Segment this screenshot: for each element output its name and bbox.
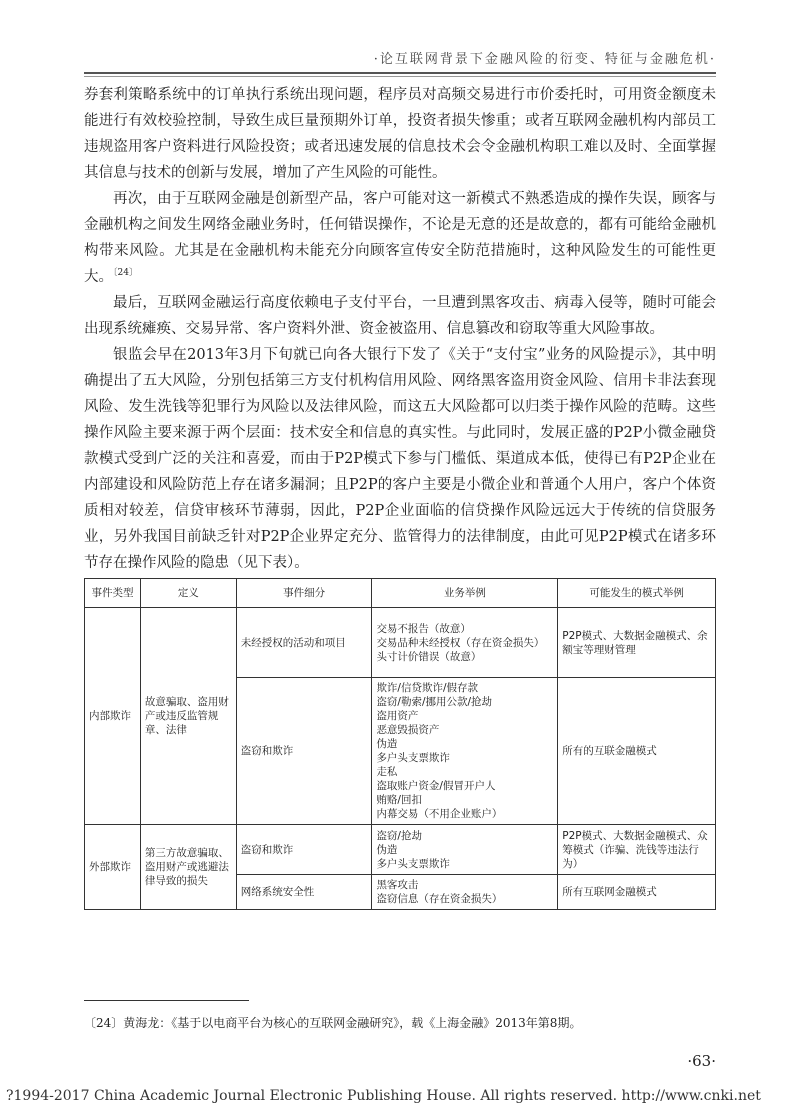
event-type-external: 外部欺诈 [85, 825, 141, 910]
header-event-type: 事件类型 [85, 579, 141, 608]
list-item: 多户头支票欺诈 [376, 752, 450, 764]
table-header-row [85, 579, 716, 608]
list-item: 伪造 [376, 843, 398, 856]
list-item: 交易不报告（故意） [376, 622, 471, 635]
modes-network-security: 所有互联网金融模式 [558, 875, 716, 910]
table-row [85, 608, 716, 678]
paragraph-4: 银监会早在2013年3月下旬就已向各大银行下发了《关于“支付宝”业务的风险提示》，其中明确提出了五大风险，分别包括第三方支付机构信用风险、网络黑客盗用资金风险、信用卡非法套现风险、发生洗钱等犯罪行为风险以及法律风险，而这五大风险都可以归类于操作风险的范畴。这些操作风险主要来源于两个层面：技术安全和信息的真实性。与此同时，发展正盛的P2P小微金融贷款模式受到广泛的关注和喜爱，而由于P2P模式下参与门槛低、渠道成本低，使得已有P2P企业在内部建设和风险防范上存在诸多漏洞；且P2P的客户主要是小微企业和普通个人用户，客户个体资质相对较差，信贷审核环节薄弱，因此，P2P企业面临的信贷操作风险远远大于传统的信贷服务业，另外我国目前缺乏针对P2P企业界定充分、监管得力的法律制度，由此可见P2P模式在诸多环节存在操作风险的隐患（见下表）。 [84, 347, 716, 571]
examples-theft-fraud-external [372, 825, 558, 875]
paragraph-2-text: 再次，由于互联网金融是创新型产品，客户可能对这一新模式不熟悉造成的操作失误，顾客与金融机构之间发生网络金融业务时，任何错误操作，不论是无意的还是故意的，都有可能给金融机构带来风险。尤其是在金融机构未能充分向顾客宣传安全防范措施时，这种风险发生的可能性更大。 [84, 191, 716, 285]
citation-mark[interactable]: 〔24〕 [113, 268, 138, 279]
header-business-examples: 业务举例 [372, 579, 558, 608]
body-text [84, 82, 716, 576]
modes-theft-fraud-internal: 所有的互联金融模式 [558, 678, 716, 825]
list-item: 黑客攻击 [376, 879, 419, 891]
paragraph-1: 券套利策略系统中的订单执行系统出现问题，程序员对高频交易进行市价委托时，可用资金额度未能进行有效校验控制，导致生成巨量预期外订单，投资者损失惨重；或者互联网金融机构内部员工违规盗用客户资料进行风险投资；或者迅速发展的信息技术会令金融机构职工难以及时、全面掌握其信息与技术的创新与发展，增加了产生风险的可能性。 [84, 87, 716, 181]
examples-unauthorized [372, 608, 558, 678]
paragraph-3: 最后，互联网金融运行高度依赖电子支付平台，一旦遭到黑客攻击、病毒入侵等，随时可能会出现系统瘫痪、交易异常、客户资料外泄、资金被盗用、信息篡改和窃取等重大风险事故。 [84, 295, 716, 337]
list-item: 走私 [376, 766, 398, 778]
table-row [85, 825, 716, 875]
header-rule [84, 72, 716, 77]
list-item: 欺诈/信贷欺诈/假存款 [376, 682, 479, 694]
header-definition: 定义 [140, 579, 236, 608]
header-mode-examples: 可能发生的模式举例 [558, 579, 716, 608]
list-item: 交易品种未经授权（存在资金损失） [376, 636, 545, 649]
list-item: 伪造 [376, 738, 398, 750]
list-item: 盗窃信息（存在资金损失） [376, 893, 503, 905]
subdivision-theft-fraud-internal: 盗窃和欺诈 [236, 678, 372, 825]
definition-internal: 故意骗取、盗用财产或违反监管规章、法律 [140, 608, 236, 825]
list-item: 盗取账户资金/假冒开户人 [376, 780, 496, 792]
list-item: 盗窃/勒索/挪用公款/抢劫 [376, 696, 493, 708]
running-header: ·论互联网背景下金融风险的衍变、特征与金融危机· [373, 52, 716, 67]
list-item: 盗用资产 [376, 710, 419, 722]
copyright-line: ?1994-2017 China Academic Journal Electronic Publishing House. All rights reserved. http://www.cnki.net [6, 1088, 761, 1104]
definition-external: 第三方故意骗取、盗用财产或逃避法律导致的损失 [140, 825, 236, 910]
examples-theft-fraud-internal [372, 678, 558, 825]
subdivision-network-security: 网络系统安全性 [236, 875, 372, 910]
list-item: 内幕交易（不用企业账户） [376, 808, 503, 820]
subdivision-theft-fraud-external: 盗窃和欺诈 [236, 825, 372, 875]
list-item: 多户头支票欺诈 [376, 857, 450, 870]
footnote-rule [84, 1000, 249, 1001]
footnote-24: 〔24〕黄海龙：《基于以电商平台为核心的互联网金融研究》，载《上海金融》2013年第8期。 [84, 1016, 582, 1030]
modes-unauthorized: P2P模式、大数据金融模式、余额宝等理财管理 [558, 608, 716, 678]
subdivision-unauthorized: 未经授权的活动和项目 [236, 608, 372, 678]
header-event-subdivision: 事件细分 [236, 579, 372, 608]
list-item: 头寸计价错误（故意） [376, 650, 482, 663]
list-item: 贿赂/回扣 [376, 794, 422, 806]
event-type-internal: 内部欺诈 [85, 608, 141, 825]
examples-network-security [372, 875, 558, 910]
modes-theft-fraud-external: P2P模式、大数据金融模式、众筹模式（诈骗、洗钱等违法行为） [558, 825, 716, 875]
list-item: 恶意毁损资产 [376, 724, 440, 736]
page-number: ·63· [687, 1052, 716, 1070]
list-item: 盗窃/抢劫 [376, 829, 422, 842]
operational-risk-table [84, 578, 716, 910]
paragraph-2 [84, 186, 716, 290]
